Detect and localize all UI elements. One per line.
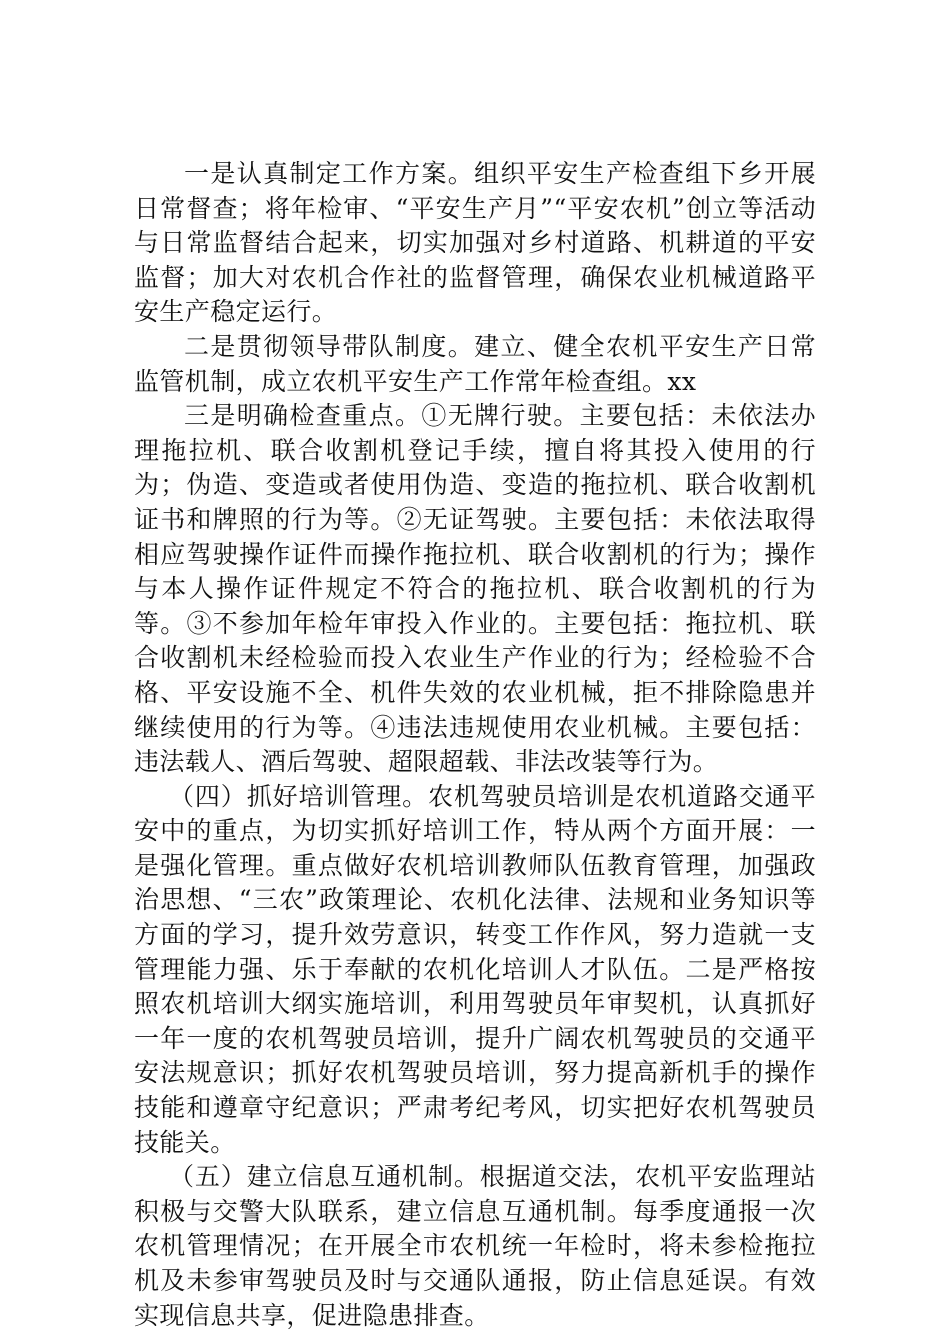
paragraph-training-management: （四）抓好培训管理。农机驾驶员培训是农机道路交通平安中的重点，为切实抓好培训工作，特从两个方面开展：一是强化管理。重点做好农机培训教师队伍教育管理，加强政治思想、“三农”政策理论、农机化法律、法规和业务知识等方面的学习，提升效劳意识，转变工作作风，努力造就一支管理能力强、乐于奉献的农机化培训人才队伍。二是严格按照农机培训大纲实施培训，利用驾驶员年审契机，认真抓好一年一度的农机驾驶员培训，提升广阔农机驾驶员的交通平安法规意识；抓好农机驾驶员培训，努力提高新机手的操作技能和遵章守纪意识；严肃考纪考风，切实把好农机驾驶员技能关。 (134, 781, 816, 1157)
paragraph-leadership-system: 二是贯彻领导带队制度。建立、健全农机平安生产日常监管机制，成立农机平安生产工作常年检查组。xx (134, 331, 816, 396)
document-body (134, 157, 816, 1333)
paragraph-work-plan: 一是认真制定工作方案。组织平安生产检查组下乡开展日常督查；将年检审、“平安生产月”“平安农机”创立等活动与日常监督结合起来，切实加强对乡村道路、机耕道的平安监督；加大对农机合作社的监督管理，确保农业机械道路平安生产稳定运行。 (134, 159, 816, 327)
paragraph-inspection-focus: 三是明确检查重点。①无牌行驶。主要包括：未依法办理拖拉机、联合收割机登记手续，擅自将其投入使用的行为；伪造、变造或者使用伪造、变造的拖拉机、联合收割机证书和牌照的行为等。②无证驾驶。主要包括：未依法取得相应驾驶操作证件而操作拖拉机、联合收割机的行为；操作与本人操作证件规定不符合的拖拉机、联合收割机的行为等。③不参加年检年审投入作业的。主要包括：拖拉机、联合收割机未经检验而投入农业生产作业的行为；经检验不合格、平安设施不全、机件失效的农业机械，拒不排除隐患并继续使用的行为等。④违法违规使用农业机械。主要包括：违法载人、酒后驾驶、超限超载、非法改装等行为。 (134, 401, 816, 777)
paragraph-information-sharing: （五）建立信息互通机制。根据道交法，农机平安监理站积极与交警大队联系，建立信息互通机制。每季度通报一次农机管理情况；在开展全市农机统一年检时，将未参检拖拉机及未参审驾驶员及时与交通队通报，防止信息延误。有效实现信息共享，促进隐患排查。 (134, 1162, 816, 1330)
